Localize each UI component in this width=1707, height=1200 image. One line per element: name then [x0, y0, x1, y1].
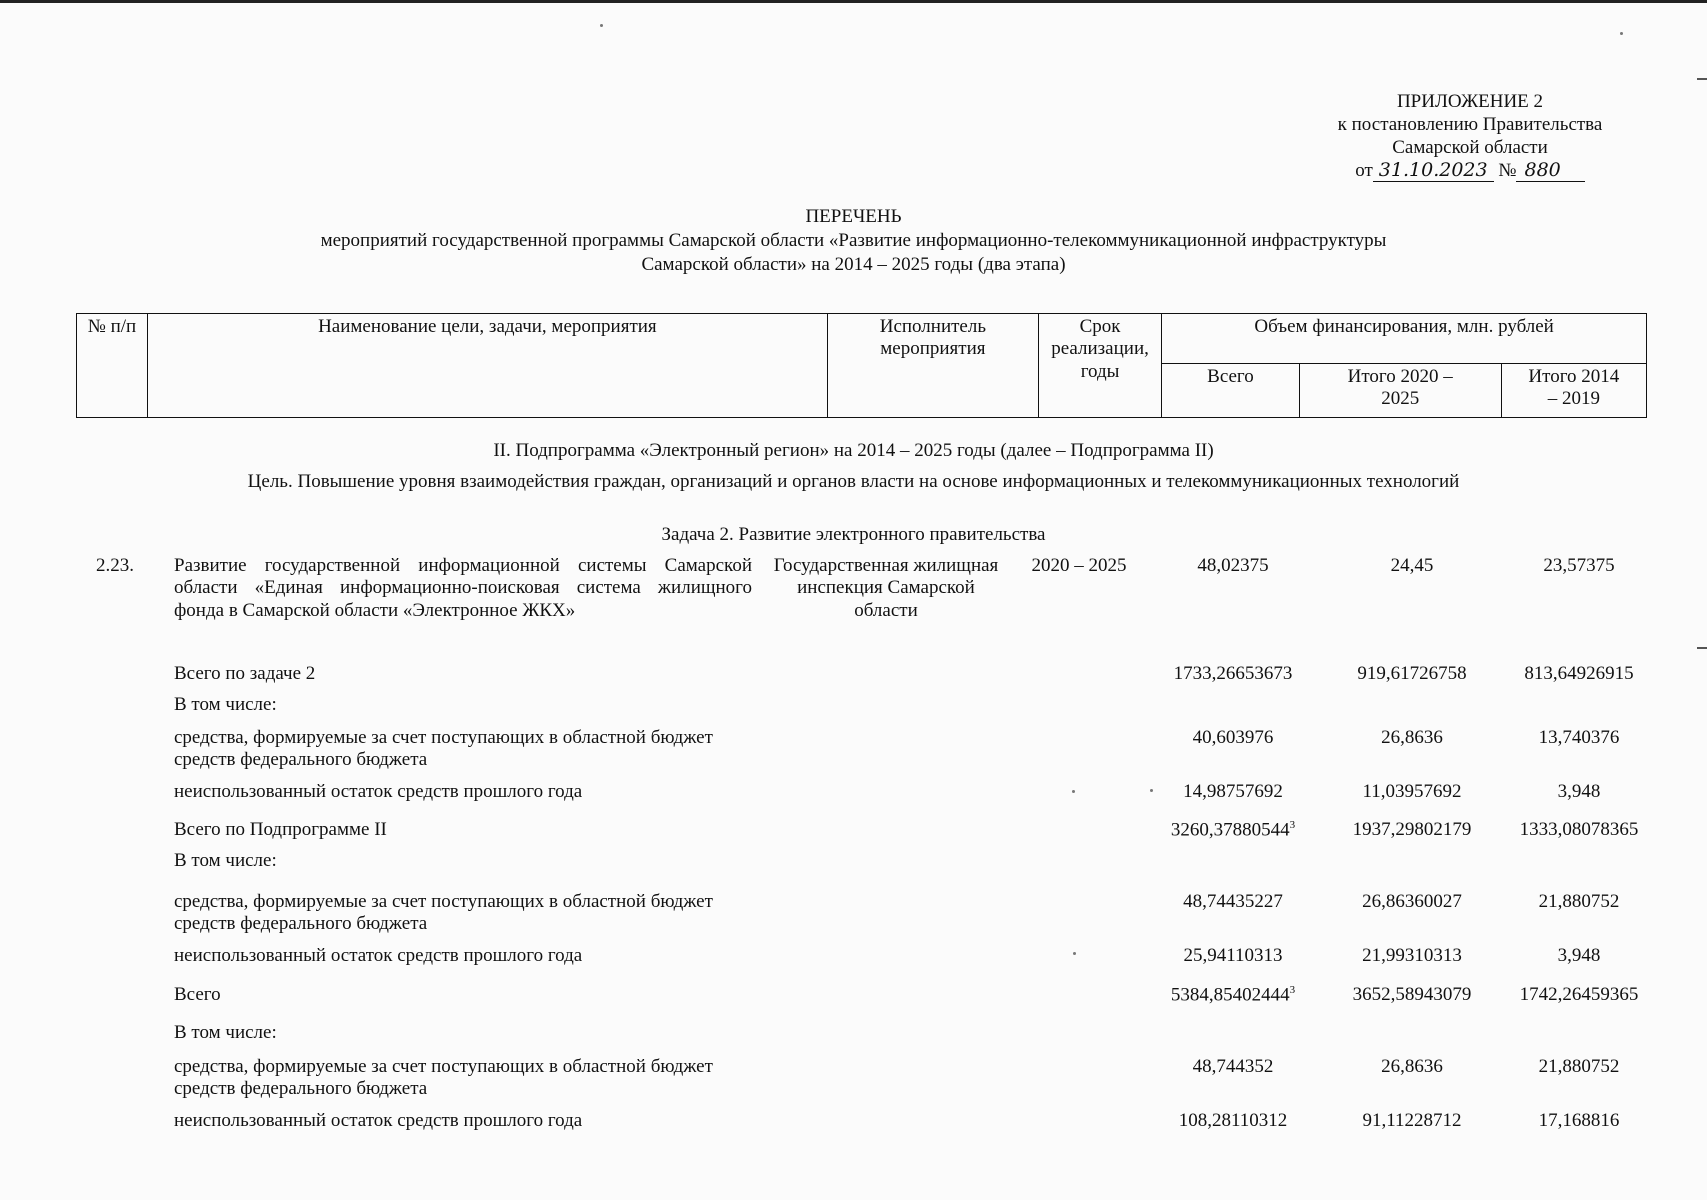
- measure-term: 2020 – 2025: [1031, 555, 1127, 576]
- summary-total: 108,28110312: [1178, 1110, 1288, 1131]
- measure-total-2014-2019: 23,57375: [1543, 555, 1615, 576]
- summary-total-2020-2025: 919,61726758: [1357, 663, 1467, 684]
- summary-label: В том числе:: [174, 1022, 277, 1043]
- summary-label: средства, формируемые за счет поступающих в областной бюджет средств федерального бюджета: [174, 727, 713, 771]
- summary-label: Всего по Подпрограмме II: [174, 819, 387, 840]
- header-name: Наименование цели, задачи, мероприятия: [147, 314, 827, 418]
- summary-label: неиспользованный остаток средств прошлого года: [174, 781, 583, 802]
- measure-total: 48,02375: [1197, 555, 1269, 576]
- scan-top-edge: [0, 0, 1707, 3]
- summary-label: В том числе:: [174, 850, 277, 871]
- measure-total-2020-2025: 24,45: [1390, 555, 1434, 576]
- scan-edge-mark: [1697, 647, 1707, 649]
- summary-total-2014-2019: 21,880752: [1538, 891, 1620, 912]
- summary-total-2020-2025: 26,8636: [1381, 727, 1443, 748]
- summary-total-2020-2025: 91,11228712: [1362, 1110, 1462, 1131]
- title-main: ПЕРЕЧЕНЬ: [805, 206, 902, 227]
- summary-total: 40,603976: [1192, 727, 1274, 748]
- scan-speck: [1073, 952, 1076, 955]
- footnote-mark: 3: [1289, 819, 1296, 831]
- summary-total-2014-2019: 1742,26459365: [1519, 984, 1639, 1005]
- header-funding: Объем финансирования, млн. рублей: [1162, 314, 1647, 364]
- summary-total-value: 5384,85402444: [1170, 984, 1290, 1006]
- measure-name: Развитие государственной информационной системы Самарской области «Единая информационно-поисковая система жилищного фонда в Самарской области «Электронное ЖКХ»: [174, 555, 752, 621]
- summary-total-2014-2019: 3,948: [1557, 945, 1601, 966]
- summary-total-2014-2019: 3,948: [1557, 781, 1601, 802]
- summary-label: неиспользованный остаток средств прошлого года: [174, 945, 583, 966]
- summary-total-2014-2019: 17,168816: [1538, 1110, 1620, 1131]
- task-heading: Задача 2. Развитие электронного правительства: [661, 524, 1046, 545]
- subprogram-heading: II. Подпрограмма «Электронный регион» на 2014 – 2025 годы (далее – Подпрограмма II): [493, 440, 1214, 461]
- summary-total: 14,98757692: [1183, 781, 1283, 802]
- handwritten-date: 31.10.2023: [1373, 159, 1494, 182]
- summary-total: 48,744352: [1192, 1056, 1274, 1077]
- summary-total-2020-2025: 1937,29802179: [1352, 819, 1472, 840]
- summary-total-2020-2025: 21,99310313: [1362, 945, 1462, 966]
- appendix-title: ПРИЛОЖЕНИЕ 2: [1396, 91, 1544, 112]
- header-num: № п/п: [77, 314, 148, 418]
- title-line2: Самарской области» на 2014 – 2025 годы (два этапа): [641, 254, 1066, 275]
- appendix-date-line: [1280, 159, 1660, 182]
- appendix-line2: Самарской области: [1392, 137, 1548, 158]
- number-label: №: [1498, 160, 1517, 181]
- summary-label: В том числе:: [174, 694, 277, 715]
- date-prefix: от: [1355, 160, 1373, 181]
- summary-total: [1148, 819, 1318, 842]
- summary-total-2014-2019: 1333,08078365: [1519, 819, 1639, 840]
- document-title: [0, 205, 1707, 277]
- summary-total: 25,94110313: [1183, 945, 1283, 966]
- summary-total-2020-2025: 26,8636: [1381, 1056, 1443, 1077]
- table-header: [76, 313, 1647, 418]
- handwritten-number: 880: [1516, 159, 1584, 182]
- summary-label: Всего: [174, 984, 221, 1005]
- appendix-line1: к постановлению Правительства: [1337, 114, 1603, 135]
- scan-speck: [1072, 790, 1075, 793]
- summary-label: средства, формируемые за счет поступающих в областной бюджет средств федерального бюджета: [174, 891, 713, 935]
- header-executor: Исполнитель мероприятия: [827, 314, 1038, 418]
- summary-total-2014-2019: 13,740376: [1538, 727, 1620, 748]
- summary-label: Всего по задаче 2: [174, 663, 316, 684]
- summary-total-2014-2019: 21,880752: [1538, 1056, 1620, 1077]
- header-term: Срок реализации, годы: [1038, 314, 1161, 418]
- summary-total: 48,74435227: [1183, 891, 1283, 912]
- summary-total: [1148, 984, 1318, 1007]
- header-total-2020-2025: Итого 2020 – 2025: [1299, 364, 1501, 418]
- scan-speck: [600, 24, 603, 27]
- measure-num: 2.23.: [96, 555, 134, 576]
- summary-total: 1733,26653673: [1173, 663, 1293, 684]
- summary-total-value: 3260,37880544: [1170, 819, 1290, 841]
- title-line1: мероприятий государственной программы Самарской области «Развитие информационно-телекоммуникационной инфраструктуры: [320, 230, 1387, 251]
- goal-heading: Цель. Повышение уровня взаимодействия граждан, организаций и органов власти на основе информационных и телекоммуникационных технологий: [247, 471, 1460, 492]
- scan-edge-mark: [1697, 78, 1707, 80]
- summary-total-2020-2025: 26,86360027: [1362, 891, 1462, 912]
- summary-total-2014-2019: 813,64926915: [1524, 663, 1634, 684]
- header-total: Всего: [1162, 364, 1299, 418]
- scan-speck: [1620, 32, 1623, 35]
- footnote-mark: 3: [1289, 984, 1296, 996]
- appendix-header: [1280, 90, 1660, 182]
- summary-total-2020-2025: 11,03957692: [1362, 781, 1462, 802]
- measure-executor: Государственная жилищная инспекция Самарской области: [773, 555, 999, 621]
- summary-label: средства, формируемые за счет поступающих в областной бюджет средств федерального бюджета: [174, 1056, 713, 1100]
- summary-total-2020-2025: 3652,58943079: [1352, 984, 1472, 1005]
- header-total-2014-2019: Итого 2014 – 2019: [1501, 364, 1646, 418]
- summary-label: неиспользованный остаток средств прошлого года: [174, 1110, 583, 1131]
